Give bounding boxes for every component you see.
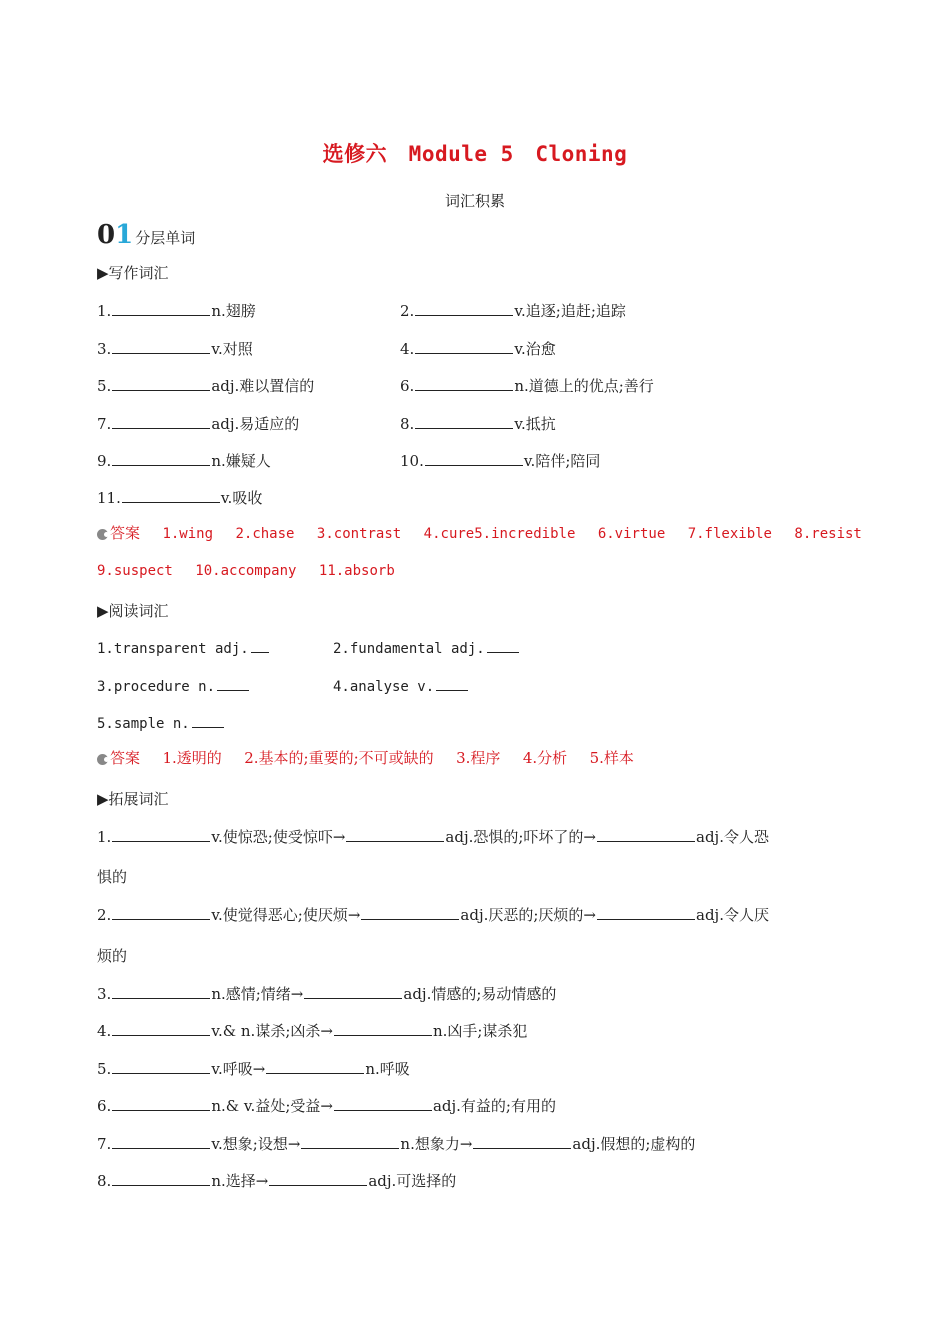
extended-item: [97, 983, 556, 1004]
answer-blank[interactable]: [112, 1059, 210, 1074]
item-number: 5.: [97, 1060, 112, 1078]
writing-item: [400, 413, 556, 434]
item-number: 6.: [97, 1097, 112, 1115]
reading-item: [97, 638, 269, 657]
extended-item-continuation: 惧的: [97, 868, 128, 886]
item-definition: adj.恐惧的;吓坏了的→: [445, 828, 596, 846]
answer-blank[interactable]: [112, 301, 210, 316]
item-definition: adj.假想的;虚构的: [572, 1135, 696, 1153]
answer-blank[interactable]: [597, 905, 695, 920]
answer-blank[interactable]: [112, 1171, 210, 1186]
answer-blank[interactable]: [122, 488, 220, 503]
answer-item: 2.chase: [235, 526, 295, 542]
answer-blank[interactable]: [436, 676, 468, 691]
answer-item: 7.flexible: [687, 526, 772, 542]
answer-blank[interactable]: [415, 301, 513, 316]
answer-blank[interactable]: [112, 984, 210, 999]
item-text: 4.analyse v.: [333, 679, 435, 695]
answer-blank[interactable]: [112, 827, 210, 842]
answer-blank[interactable]: [112, 376, 210, 391]
item-number: 1.: [97, 828, 112, 846]
item-definition: v.对照: [211, 340, 253, 358]
item-number: 7.: [97, 415, 112, 433]
answer-blank[interactable]: [487, 638, 519, 653]
item-number: 2.: [97, 906, 112, 924]
item-number: 9.: [97, 452, 112, 470]
writing-item: [97, 450, 271, 471]
item-definition: n.翅膀: [211, 302, 256, 320]
item-number: 4.: [400, 340, 415, 358]
item-definition: n.& v.益处;受益→: [211, 1097, 333, 1115]
answer-blank[interactable]: [425, 451, 523, 466]
answer-blank[interactable]: [112, 339, 210, 354]
writing-answers-line-1: [97, 522, 876, 543]
reading-answers: [97, 747, 648, 768]
item-definition: v.想象;设想→: [211, 1135, 301, 1153]
answer-item: 6.virtue: [597, 526, 666, 542]
reading-item: [97, 713, 224, 732]
item-definition: n.选择→: [211, 1172, 269, 1190]
answer-item: 2.基本的;重要的;不可或缺的: [244, 749, 434, 767]
answer-blank[interactable]: [112, 451, 210, 466]
reading-item: [333, 676, 468, 695]
item-number: 10.: [400, 452, 424, 470]
answer-item: 10.accompany: [195, 563, 297, 579]
item-definition: v.& n.谋杀;凶杀→: [211, 1022, 333, 1040]
answer-blank[interactable]: [597, 827, 695, 842]
item-definition: adj.易适应的: [211, 415, 300, 433]
reading-item: [333, 638, 519, 657]
answer-blank[interactable]: [112, 414, 210, 429]
answer-item: 8.resist: [794, 526, 862, 542]
writing-item: [400, 338, 556, 359]
item-definition: v.追逐;追赶;追踪: [514, 302, 626, 320]
answer-item: 9.suspect: [97, 563, 173, 579]
item-number: 6.: [400, 377, 415, 395]
item-definition: n.凶手;谋杀犯: [432, 1022, 528, 1040]
answer-blank[interactable]: [301, 1134, 399, 1149]
writing-item: [97, 375, 314, 396]
extended-item: [97, 1095, 556, 1116]
answer-item: 1.透明的: [162, 749, 222, 767]
item-definition: adj.有益的;有用的: [432, 1097, 556, 1115]
answer-blank[interactable]: [415, 414, 513, 429]
item-number: 7.: [97, 1135, 112, 1153]
extended-item: [97, 904, 769, 925]
item-number: 3.: [97, 985, 112, 1003]
item-definition: v.治愈: [514, 340, 556, 358]
answer-blank[interactable]: [415, 376, 513, 391]
writing-item: [97, 338, 253, 359]
item-number: 8.: [400, 415, 415, 433]
answer-blank[interactable]: [361, 905, 459, 920]
answer-item: 3.contrast: [316, 526, 402, 542]
item-definition: v.陪伴;陪同: [523, 452, 601, 470]
answer-item: 1.wing: [162, 526, 214, 542]
writing-answers-line-2: [97, 563, 409, 579]
extended-item: [97, 1133, 695, 1154]
item-number: 5.: [97, 377, 112, 395]
answer-item: 4.分析: [522, 749, 568, 767]
answer-item: 3.程序: [456, 749, 501, 767]
item-number: 3.: [97, 340, 112, 358]
section-number-digit-1: 1: [115, 220, 134, 250]
answer-blank[interactable]: [334, 1096, 432, 1111]
answer-blank[interactable]: [112, 1021, 210, 1036]
item-definition: v.呼吸→: [211, 1060, 266, 1078]
answer-blank[interactable]: [269, 1171, 367, 1186]
answer-blank[interactable]: [266, 1059, 364, 1074]
answer-blank[interactable]: [217, 676, 249, 691]
answer-blank[interactable]: [112, 905, 210, 920]
item-number: 8.: [97, 1172, 112, 1190]
item-definition: n.感情;情绪→: [211, 985, 304, 1003]
section-header: [97, 220, 195, 250]
answer-blank[interactable]: [473, 1134, 571, 1149]
reading-heading: ▶阅读词汇: [97, 602, 169, 620]
writing-item: [400, 375, 654, 396]
item-definition: v.使觉得恶心;使厌烦→: [211, 906, 361, 924]
answer-item: 5.样本: [589, 749, 634, 767]
extended-item: [97, 1058, 410, 1079]
section-label: 分层单词: [135, 229, 196, 247]
reading-item: [97, 676, 249, 695]
item-text: 1.transparent adj.: [97, 641, 249, 657]
answer-label: 答案: [110, 524, 141, 542]
answer-blank[interactable]: [304, 984, 402, 999]
answer-blank[interactable]: [192, 713, 224, 728]
answer-blank[interactable]: [251, 638, 269, 653]
answer-blank[interactable]: [346, 827, 444, 842]
item-definition: v.抵抗: [514, 415, 556, 433]
item-definition: adj.令人恐: [696, 828, 769, 846]
answer-blank[interactable]: [334, 1021, 432, 1036]
extended-item: [97, 1170, 456, 1191]
answer-icon: [97, 754, 108, 765]
item-definition: v.吸收: [220, 489, 263, 507]
item-definition: n.想象力→: [400, 1135, 473, 1153]
writing-item: [97, 300, 256, 321]
section-number-digit-0: 0: [97, 220, 116, 250]
item-definition: adj.令人厌: [696, 906, 769, 924]
item-definition: n.道德上的优点;善行: [514, 377, 654, 395]
item-definition: adj.厌恶的;厌烦的→: [460, 906, 596, 924]
item-text: 2.fundamental adj.: [333, 641, 485, 657]
item-number: 4.: [97, 1022, 112, 1040]
page-subtitle: 词汇积累: [444, 192, 505, 210]
item-definition: v.使惊恐;使受惊吓→: [211, 828, 346, 846]
answer-blank[interactable]: [112, 1096, 210, 1111]
item-number: 2.: [400, 302, 415, 320]
answer-item: 11.absorb: [318, 563, 395, 579]
item-definition: adj.可选择的: [368, 1172, 457, 1190]
item-definition: adj.难以置信的: [211, 377, 315, 395]
item-definition: adj.情感的;易动情感的: [403, 985, 557, 1003]
answer-blank[interactable]: [112, 1134, 210, 1149]
item-definition: n.呼吸: [365, 1060, 410, 1078]
page-title: 选修六 Module 5 Cloning: [322, 142, 628, 166]
answer-item: 4.cure5.incredible: [423, 526, 576, 542]
item-text: 3.procedure n.: [97, 679, 216, 695]
extended-item: [97, 826, 769, 847]
answer-icon: [97, 529, 108, 540]
writing-item: [400, 300, 626, 321]
extended-item-continuation: 烦的: [97, 947, 128, 965]
item-definition: n.嫌疑人: [211, 452, 271, 470]
item-text: 5.sample n.: [97, 716, 190, 732]
item-number: 11.: [97, 489, 121, 507]
answer-label: 答案: [110, 749, 141, 767]
item-number: 1.: [97, 302, 112, 320]
extended-heading: ▶拓展词汇: [97, 790, 169, 808]
writing-item: [97, 413, 299, 434]
writing-item: [97, 487, 262, 508]
writing-item: [400, 450, 600, 471]
writing-heading: ▶写作词汇: [97, 264, 169, 282]
extended-item: [97, 1020, 527, 1041]
answer-blank[interactable]: [415, 339, 513, 354]
